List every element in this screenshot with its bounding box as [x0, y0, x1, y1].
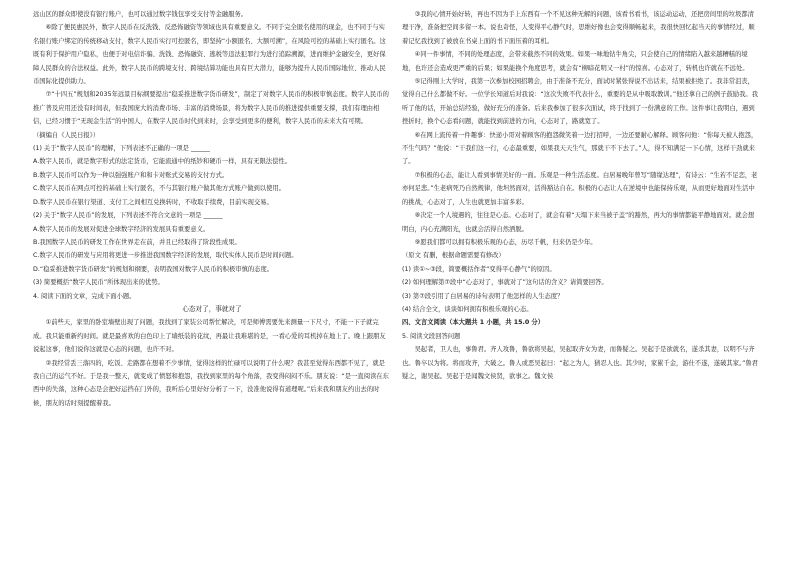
- paragraph: (3) 第⑦段引用了白居易的诗句表明了他怎样的人生态度？: [402, 292, 564, 300]
- paragraph: A.数字人民币，就是数字形式的法定货币，它能流通中的纸钞和硬币一样，具有无限法偿性。: [33, 158, 292, 166]
- article-title: 心态对了，事就对了: [182, 304, 242, 313]
- paragraph: ⑦积极的心态，能让人看到事情美好的一面。乐观是一种生活态度。白居易晚年曾写“随缘达理”，有诗云：“生若不足恋，老亦何足悲。”生老病死乃自然规律，他坦然面对，活得豁达自在。积极的心态让人在逆境中也能保持乐观，从而更好地面对生活中的挑战，心态对了，人生也就更加丰富多彩。: [402, 171, 758, 206]
- paragraph: 吴起者，卫人也，事鲁君。齐人攻鲁，鲁欲将吴起，吴起取齐女为妻，而鲁疑之。吴起于是欲就名，遂杀其妻，以明不与齐也。鲁卒以为将。将而攻齐，大破之。鲁人或恶吴起曰：“起之为人，猜忍人也。其少时，家累千金，游仕不遂，遂破其家。”鲁君疑之，谢吴起。吴起于是闻魏文侯贤，欲事之。魏文侯: [402, 346, 758, 380]
- paragraph: 四、文言文阅读（本大题共 1 小题，共 15.0 分）: [402, 319, 545, 327]
- paragraph: 4. 阅读下面的文章，完成下面小题。: [33, 292, 136, 300]
- paragraph: ⑨愿我们都可以拥有积极乐观的心态，历尽千帆，归来仍是少年。: [414, 238, 597, 246]
- paragraph: ③我的心情开始好转，再也不因为手上东西有一个不见这种无解的问题，该看书看书，该运动运动，还把房间里的垃圾都清理干净，准备把空间多留一本。说也奇怪，人变得平心静气时，思维好像也会变得顺畅起来，我很快回忆起当天的事情经过，顺着记忆我找到了被放在书桌上面的书下面压着的耳机。: [402, 11, 755, 45]
- paragraph: C.数字人民币的研发与应用将更进一步推进我国数字经济的发展，取代实体人民币是时间问题。: [33, 252, 298, 260]
- paragraph: ⑥除了便民惠民外，数字人民币在反洗钱、反恐怖融资等领域也具有重要意义。不同于完全匿名使用的现金，也不同于与实名银行账户绑定的传统移动支付，数字人民币实行可控匿名，即坚持“小额匿名、大额可溯”，在风险可控的基础上实行匿名。这既有利于保护用户隐私，也便于对电信诈骗、洗钱、恐怖融资、逃税等违法犯罪行为进行追踪溯源，进而维护金融安全，更好保障人民群众的合法权益。此外，数字人民币的跨境支付、跨境结算功能也具有巨大潜力，能够为提升人民币国际地位、推动人民币国际化提供助力。: [33, 24, 386, 86]
- paragraph: （原文 有删，根据命题需要有修改）: [402, 252, 505, 260]
- paragraph: (3) 简要概括“数字人民币”所体现出来的优势。: [33, 279, 164, 287]
- paragraph: A.数字人民币的发展对促进全球数字经济的发展具有重要意义。: [33, 225, 210, 233]
- right-column: [402, 8, 760, 383]
- paragraph: B.数字人民币可以作为一种以强强账户和和卡对账式交易的支付方式。: [33, 171, 229, 179]
- paragraph: ⑥在网上流传着一件趣事：快递小哥对着顾客的抱怨微笑着一边打招呼，一边还要耐心解释。顾客问他：“你每天被人抱怨，不生气吗？”他说：“干我们这一行，心态最重要，如果我天天生气，那就干不下去了。”人，得不知满足一下心情，这样干劲就来了。: [402, 131, 758, 166]
- paragraph: (1) 读①~③段，简要概括作者“变得平心静气”的原因。: [402, 265, 556, 273]
- paragraph: ①前些天，家里的卧室墙壁出现了问题，我找到了家装公司帮忙解决，可是师傅需要先来测量一下尺寸，不能一下子就完成。我只能重新约时间。就是最喜欢的白色印上了墙纸装的花纹，再最让我难堪的是，一看心爱的耳机掉在地上了。晚上跟朋友说起这事，他们说你这就是心态的问题，也许不对。: [33, 319, 386, 354]
- paragraph: ④同一件事情，不同的处理态度，会带来截然不同的效果。如果一味地钻牛角尖，只会使自己的情绪陷入越来越糟糕的境地，也许还会造成更严重的后果；如果能换个角度思考，就会有“柳暗花明又一村”的惊喜。心态对了，转机也许就在不远处。: [402, 51, 749, 72]
- paragraph: C.数字人民币在网点可控的基础上实行匿名，不与其银行账户做其他方式账户做到以使用。: [33, 185, 285, 193]
- paragraph: (2) 关于“数字人民币”的发展，下列表述不符合文意的一项是 ______: [33, 212, 223, 220]
- paragraph: 远山区的群众即使没有银行账户，也可以通过数字钱包享受支付等金融服务。: [33, 11, 248, 18]
- paragraph: ⑧决定一个人境遇的，往往是心态。心态对了，就会有着“天塌下来当被子盖”的豁然，再大的事情都能平静地面对。就会想明白，内心充满阳光，也就会活得自然洒脱。: [402, 212, 755, 233]
- paragraph: D.数字人民币在银行渠道、支付工之间相互兑换转时，不收取手续费，目前实现交易。: [33, 198, 273, 206]
- paragraph: (1) 关于“数字人民币”的理解，下列表述不正确的一项是 ______: [33, 145, 210, 153]
- paragraph: ②我经常丢三落四的，吃饭、走路都在想着不少事情，觉得这样的忙碌可以说明了什么呢？我甚至觉得东西都不见了，就是我自己的运气不好。于是我一整天，就变成了愤怒和抱怨，我找到家里的每个角落，我变得闷闷不乐。朋友说：“是一直阅读在东西中的失落，这种心态是会把好运挡在门外的，我听后心里好好分析了一下，没准他说得有道理呢。”后来我和朋友约出去的时候，朋友的话时刻提醒着我。: [33, 359, 389, 407]
- paragraph: 5. 阅读文段回答问题: [402, 332, 461, 340]
- paragraph: ⑤记得刚上大学时，我第一次参加校园招聘会，由于准备不充分，面试时紧张得说不出话来，结果被拒绝了。我非常沮丧，觉得自己什么都做不好。一位学长知道后对我说：“这次失败不代表什么，重要的是从中吸取教训。”他还拿自己的例子鼓励我。我听了他的话，开始总结经验，做好充分的准备。后来我参加了很多次面试，终于找到了一份满意的工作。这件事让我明白，遇到挫折时，换个心态看问题，就能找到前进的方向，心态对了，路就宽了。: [402, 78, 758, 126]
- paragraph: （摘编自《人民日报》）: [33, 131, 100, 139]
- paragraph: ⑦“十四五”规划和2035年远景目标纲要提出“稳妥推进数字货币研发”，制定了对数字人民币的积极审慎态度。数字人民币的推广普及应用还没有时间表，但我国庞大的消费市场、丰富的消费场景，将为数字人民币的推进提供重要支撑，我们有理由相信，已经习惯于“无现金生活”的中国人，在数字人民币时代到来时，会享受到更多的便利，数字人民币的未来大有可期。: [33, 91, 389, 126]
- paragraph: (4) 结合全文，谈谈如何拥有积极乐观的心态。: [402, 305, 533, 313]
- paragraph: B.我国数字人民币的研发工作在世界走在前，并且已经取得了阶段性成果。: [33, 238, 241, 246]
- paragraph: (2) 如何理解第⑦段中“心态对了，事就对了”这句话的含义？请简要回答。: [402, 279, 608, 287]
- left-column: [33, 8, 391, 410]
- paragraph: D.“稳妥推进数字货币研发”的规划和纲要，表明我国对数字人民币的积极审慎的态度。: [33, 265, 274, 273]
